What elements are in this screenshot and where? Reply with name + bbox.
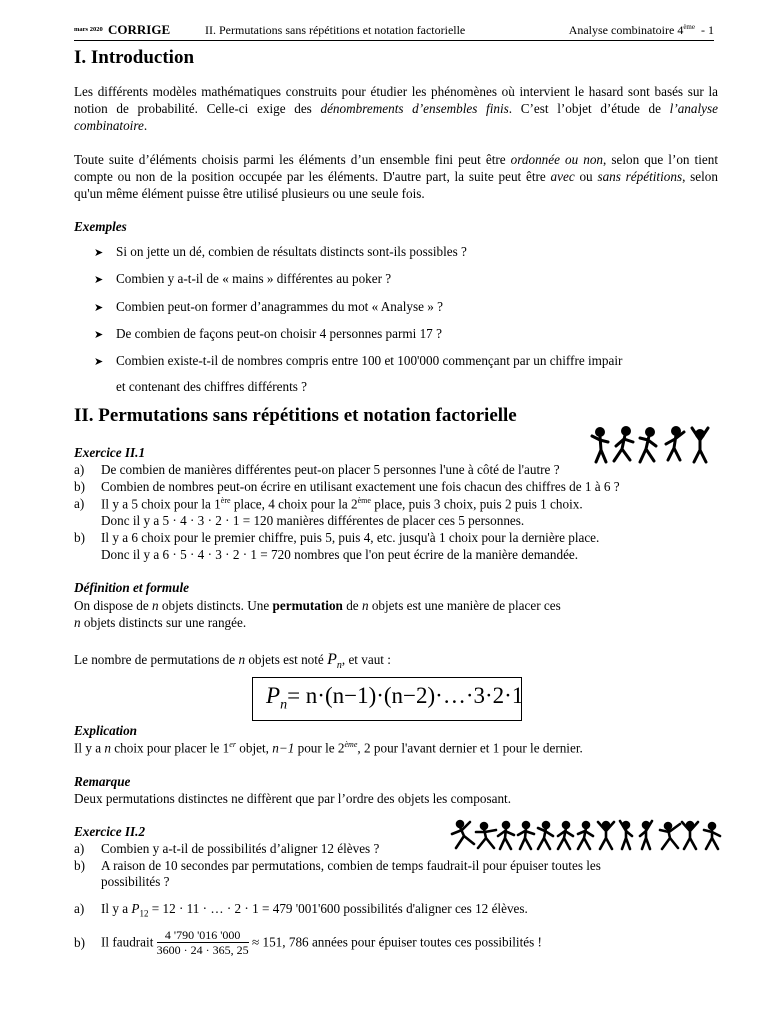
factorial-formula: $P_n=$ n·(n−1)·(n−2)·…·3·2·1 [266,683,524,713]
item-label: b) [74,858,85,873]
answer-text: Il y a 5 choix pour la 1 [101,496,221,512]
header-label: CORRIGE [108,22,171,37]
example-item [94,299,443,315]
remark-title: Remarque [74,774,131,789]
p2-text-f: sans répétitions [597,169,683,184]
count-text: objets est noté [245,652,328,667]
answer-text: place, 4 choix pour la 2 [230,496,358,512]
formula-text: = n·(n−1)·(n−2)·…·3·2·1 [287,683,524,708]
math-n: n [74,615,81,630]
superscript: er [229,740,236,749]
example-item [94,353,622,369]
answer-text: Il y a [101,901,132,916]
header-course-text: Analyse combinatoire 4 [568,23,684,37]
definition-text: de [342,598,362,613]
example-text: Combien peut-on former d’anagrammes du mot « Analyse » ? [116,299,444,314]
superscript: ère [220,496,231,505]
exercise-2-question-a [74,841,379,857]
section2-heading: II. Permutations sans répétitions et notation factorielle [74,405,517,426]
answer-text: ≈ 151, 786 années pour épuiser toutes ces possibilités ! [248,934,542,950]
page-header [74,22,714,40]
answer-text: Il faudrait [101,934,157,950]
p1-text-b: dénombrements d’ensembles finis [320,101,509,116]
item-label: b) [74,479,85,494]
example-item [94,271,391,287]
explanation-math: n−1 [272,740,295,756]
arrow-bullet-icon: ➤ [94,247,104,259]
examples-title: Exemples [74,219,127,234]
p2-text-g: , selon qu'un même élément puisse être utilisé plusieurs ou une seule fois. [74,169,718,201]
definition-line-1 [74,598,561,614]
explanation-part: pour le 2 [294,740,345,756]
example-item [94,244,467,260]
definition-line-2 [74,615,246,631]
intro-heading: I. Introduction [74,47,195,68]
explanation-text [74,740,583,756]
exercise-2-answer-a [74,901,528,919]
arrow-bullet-icon: ➤ [94,302,104,314]
example-text: De combien de façons peut-on choisir 4 personnes parmi 17 ? [116,326,442,341]
intro-paragraph-1 [74,83,718,134]
dancing-figures-illustration [450,818,722,852]
example-item [94,326,442,342]
item-label: b) [74,530,85,545]
arrow-bullet-icon: ➤ [94,274,104,286]
exercise-1-answer-a [74,496,583,512]
answer-text: Il y a 6 choix pour le premier chiffre, puis 5, puis 4, etc. jusqu'à 1 choix pour la dernière place. [101,530,600,545]
question-text: Combien y a-t-il de possibilités d’aligner 12 élèves ? [101,841,380,856]
dancing-figures-illustration [588,424,714,466]
exercise-1-title: Exercice II.1 [74,445,146,460]
definition-term: permutation [272,598,343,613]
explanation-part: Il y a [74,740,105,756]
p2-text-a: Toute suite d’éléments choisis parmi les éléments d’un ensemble fini peut être [74,152,511,167]
example-continuation: et contenant des chiffres différents ? [116,379,308,394]
math-sub: 12 [139,908,149,919]
example-text: Si on jette un dé, combien de résultats distincts sont-ils possibles ? [116,244,467,259]
math-n: n [238,652,246,667]
header-course [569,23,714,38]
definition-text: objets est une manière de placer ces [368,598,561,613]
p2-text-d: avec [550,169,575,184]
item-label: a) [74,496,85,512]
explanation-title: Explication [74,723,138,738]
exercise-2-question-b [74,858,601,874]
arrow-bullet-icon: ➤ [94,329,104,341]
answer-text: place, puis 3 choix, puis 2 puis 1 choix. [370,496,583,512]
explanation-part: , 2 pour l'avant dernier et 1 pour le dernier. [357,740,583,756]
p1-text-a: Les différents modèles mathématiques construits pour étudier les phénomènes où intervient le hasard sont basés sur la notion de probabilité. Celle-ci exige des [74,84,718,116]
math-n: n [152,598,159,613]
p2-text-b: ordonnée ou non [510,152,604,167]
formula-sub-n: n [280,697,288,713]
item-label: a) [74,841,85,856]
question-text: A raison de 10 secondes par permutations, combien de temps faudrait-il pour épuiser toutes les [101,858,601,873]
question-text: De combien de manières différentes peut-on placer 5 personnes l'une à côté de l'autre ? [101,462,560,477]
item-label: b) [74,934,85,950]
definition-text: On dispose de [74,598,153,613]
fraction-numerator: 4 '790 '016 '000 [157,928,249,943]
explanation-part: objet, [235,740,273,756]
example-text: Combien existe-t-il de nombres compris entre 100 et 100'000 commençant par un chiffre impair [116,353,623,368]
count-text: , et vaut : [341,652,391,667]
header-rule [74,40,714,41]
p1-text-d: l’analyse combinatoire [74,101,718,133]
question-text: Combien de nombres peut-on écrire en utilisant exactement une fois chacun des chiffres de 1 à 6 ? [101,479,620,494]
header-date: mars 2020 [74,26,103,33]
math-n-sub: n [336,660,342,672]
p2-text-c: , selon que l’on tient compte ou non de la position occupée par les éléments. D'autre part, la suite peut être [74,152,718,184]
superscript: ème [357,496,371,505]
math-p: P [131,901,140,916]
item-label: a) [74,901,85,916]
arrow-bullet-icon: ➤ [94,356,104,368]
remark-text: Deux permutations distinctes ne diffèrent que par l’ordre des objets les composant. [74,791,512,806]
exercise-1-answer-a-line2: Donc il y a 5 · 4 · 3 · 2 · 1 = 120 manières différentes de placer ces 5 personnes. [101,513,525,528]
exercise-1-question-a [74,462,560,478]
exercise-2-answer-b [74,928,542,957]
p1-text-e: . [143,118,148,133]
exercise-1-question-b [74,479,620,495]
header-page: - 1 [701,23,714,37]
p1-text-c: . C’est l’objet d’étude de [508,101,670,116]
definition-text: objets distincts. Une [158,598,273,613]
header-course-sup: ème [683,23,695,31]
explanation-part: choix pour placer le 1 [111,740,230,756]
superscript: ème [344,740,358,749]
intro-paragraph-2 [74,151,718,202]
definition-text: objets distincts sur une rangée. [80,615,247,630]
item-label: a) [74,462,85,477]
fraction-denominator: 3600 · 24 · 365, 25 [156,943,249,957]
header-section: II. Permutations sans répétitions et notation factorielle [205,23,466,37]
exercise-2-question-b-line2: possibilités ? [101,874,170,889]
count-text: Le nombre de permutations de [74,652,239,667]
permutation-count-line: Le nombre de permutations de n objets est noté $P_n$, et vaut : [74,651,391,672]
answer-text: = 12 · 11 · … · 2 · 1 = 479 '001'600 possibilités d'aligner ces 12 élèves. [148,901,528,916]
example-text: Combien y a-t-il de « mains » différentes au poker ? [116,271,392,286]
definition-title: Définition et formule [74,580,190,595]
exercise-1-answer-b [74,530,599,546]
math-n: n [104,740,111,756]
p2-text-e: ou [574,169,598,184]
exercise-2-title: Exercice II.2 [74,824,146,839]
exercise-1-answer-b-line2: Donc il y a 6 · 5 · 4 · 3 · 2 · 1 = 720 nombres que l'on peut écrire de la manière demandée. [101,547,579,562]
fraction [157,928,249,957]
math-n: n [361,598,369,613]
